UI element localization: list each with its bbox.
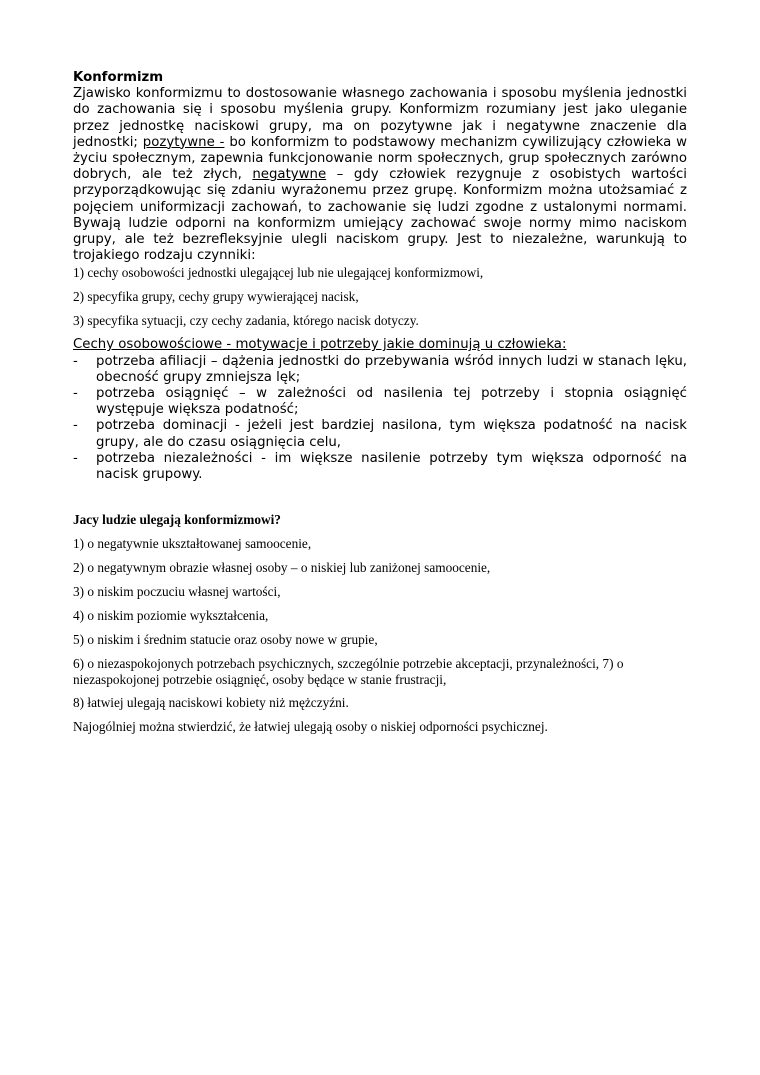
negative-term: negatywne	[252, 167, 327, 183]
dash-marker: -	[73, 418, 78, 434]
intro-text-part2: bo konformizm to podstawowy mechanizm cywilizujący człowieka w życiu społecznym, zapewnia funkcjonowanie norm społecznych, grup społecznych zarówno dobrych, ale też złych,	[73, 134, 687, 183]
answer-item: 3) o niskim poczuciu własnej wartości,	[73, 584, 281, 600]
traits-list	[73, 354, 687, 484]
answer-item: 4) o niskim poziomie wykształcenia,	[73, 608, 269, 624]
trait-text: potrzeba osiągnięć – w zależności od nasilenia tej potrzeby i stopnia osiągnięć występuje większa podatność;	[96, 386, 687, 418]
trait-text: potrzeba niezależności - im większe nasilenie potrzeby tym większa odporność na nacisk grupowy.	[96, 450, 687, 483]
document-page	[73, 70, 687, 743]
intro-text-part3: – gdy człowiek rezygnuje z osobistych wartości przyporządkowując się zdaniu wyrażonemu przez grupę. Konformizm można utożsamiać z pojęciem uniformizacji zachowań, to zachowanie się ludzi zgodne z ustalonymi normami. Bywają ludzie odporni na konformizm umiejący zachować swoje normy mimo naciskom grupy, ale też bezrefleksyjnie ulegli naciskom grupy. Jest to niezależne, warunkują to trojakiego rodzaju czynniki:	[73, 167, 687, 264]
intro-paragraph	[73, 86, 687, 264]
traits-heading: Cechy osobowościowe - motywacje i potrzeby jakie dominują u człowieka:	[73, 337, 567, 353]
trait-item	[73, 354, 687, 386]
answer-item: 6) o niezaspokojonych potrzebach psychicznych, szczególnie potrzebie akceptacji, przynależności, 7) o niezaspokojonej potrzebie osiągnięć, osoby będące w stanie frustracji,	[73, 656, 624, 687]
factor-item: 3) specyfika sytuacji, czy cechy zadania, którego nacisk dotyczy.	[73, 313, 419, 329]
factor-item: 2) specyfika grupy, cechy grupy wywierającej nacisk,	[73, 289, 359, 305]
answer-item: 2) o negatywnym obrazie własnej osoby – o niskiej lub zaniżonej samoocenie,	[73, 560, 491, 576]
dash-marker: -	[73, 353, 78, 369]
answer-item: 8) łatwiej ulegają naciskowi kobiety niż mężczyźni.	[73, 695, 349, 711]
trait-item	[73, 386, 687, 418]
answer-item: 5) o niskim i średnim statucie oraz osoby nowe w grupie,	[73, 632, 378, 648]
document-title: Konformizm	[73, 70, 164, 85]
trait-text: potrzeba dominacji - jeżeli jest bardziej nasilona, tym większa podatność na nacisk grupy, ale do czasu osiągnięcia celu,	[96, 418, 687, 450]
intro-text-part1: Zjawisko konformizmu to dostosowanie własnego zachowania i sposobu myślenia jednostki do zachowania się i sposobu myślenia grupy. Konformizm rozumiany jest jako uleganie przez jednostkę naciskowi grupy, ma on pozytywne jak i negatywne znaczenie dla jednostki;	[73, 86, 687, 150]
dash-marker: -	[73, 386, 78, 402]
trait-item	[73, 418, 687, 450]
factors-list	[73, 265, 687, 329]
trait-text: potrzeba afiliacji – dążenia jednostki do przebywania wśród innych ludzi w stanach lęku, obecność grupy zmniejsza lęk;	[96, 353, 687, 385]
answers-list	[73, 536, 687, 711]
question-heading: Jacy ludzie ulegają konformizmowi?	[73, 512, 281, 528]
answer-item: 1) o negatywnie ukształtowanej samoocenie,	[73, 536, 312, 552]
factor-item: 1) cechy osobowości jednostki ulegającej lub nie ulegającej konformizmowi,	[73, 265, 484, 281]
trait-item	[73, 451, 687, 483]
conclusion-paragraph: Najogólniej można stwierdzić, że łatwiej ulegają osoby o niskiej odporności psychicznej.	[73, 719, 548, 735]
positive-term: pozytywne -	[142, 134, 225, 150]
dash-marker: -	[73, 450, 78, 466]
